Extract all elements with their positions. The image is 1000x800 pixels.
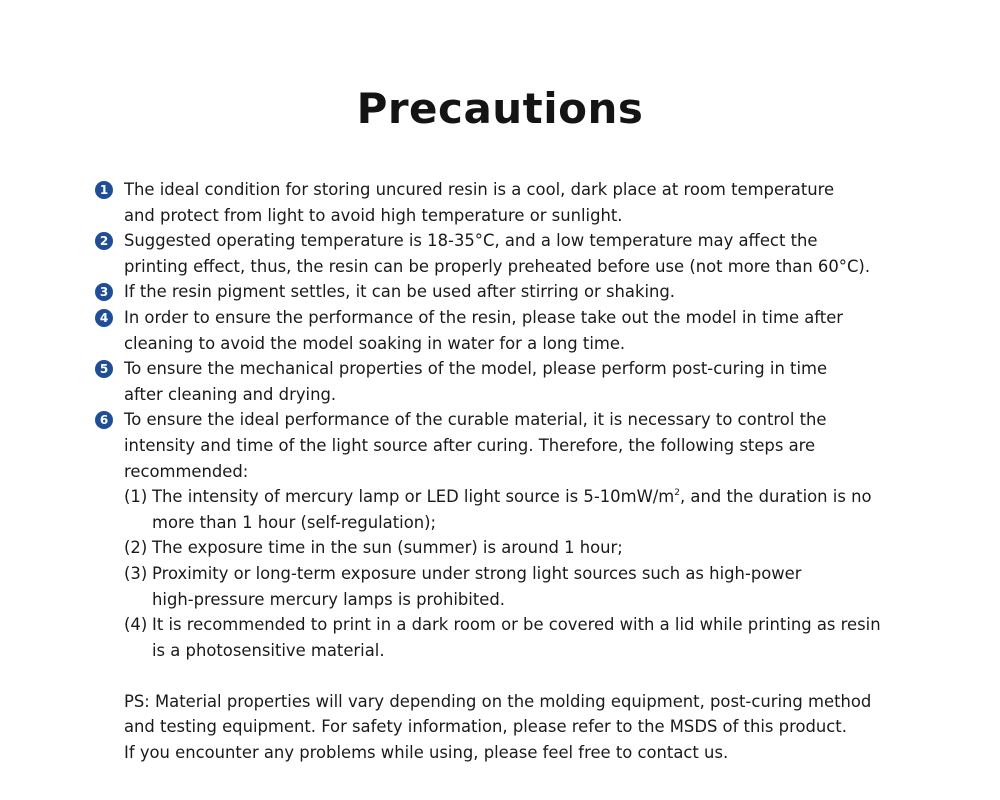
ps-text: and testing equipment. For safety information, please refer to the MSDS of this product. [124, 717, 847, 737]
superscript: 2 [674, 488, 681, 499]
step-line [124, 561, 925, 587]
number-badge-1: 1 [95, 181, 113, 199]
precaution-item-2 [95, 228, 925, 279]
precaution-text: recommended: [124, 461, 249, 481]
step-item-2 [95, 535, 925, 561]
ps-text: If you encounter any problems while using, please feel free to contact us. [124, 743, 729, 763]
precaution-text: The ideal condition for storing uncured resin is a cool, dark place at room temperature [124, 180, 835, 199]
page-title: Precautions [356, 84, 644, 133]
step-text: The exposure time in the sun (summer) is around 1 hour; [152, 538, 623, 558]
step-text: more than 1 hour (self-regulation); [152, 512, 437, 532]
precaution-text: To ensure the mechanical properties of the model, please perform post-curing in time [124, 359, 828, 379]
number-badge-5: 5 [95, 360, 113, 378]
number-badge-3: 3 [95, 283, 113, 301]
step-marker: (3) [124, 563, 148, 583]
step-line [124, 535, 925, 561]
step-text: is a photosensitive material. [152, 640, 385, 660]
step-item-4 [95, 612, 925, 663]
precautions-list [95, 177, 925, 766]
ps-note [95, 689, 925, 766]
precaution-text: If the resin pigment settles, it can be used after stirring or shaking. [124, 282, 676, 302]
precaution-text: cleaning to avoid the model soaking in water for a long time. [124, 333, 626, 353]
step-marker: (1) [124, 487, 148, 507]
precaution-item-1 [95, 177, 925, 228]
precaution-text: intensity and time of the light source after curing. Therefore, the following steps are [124, 435, 816, 455]
step-line [124, 612, 925, 638]
precaution-item-6 [95, 407, 925, 484]
step-text: The intensity of mercury lamp or LED light source is 5-10mW/m [152, 487, 675, 507]
step-item-3 [95, 561, 925, 612]
step-text: high-pressure mercury lamps is prohibited. [152, 589, 505, 609]
number-badge-4: 4 [95, 309, 113, 327]
precaution-text: and protect from light to avoid high temperature or sunlight. [124, 205, 623, 225]
number-badge-6: 6 [95, 411, 113, 429]
precaution-text: To ensure the ideal performance of the curable material, it is necessary to control the [124, 410, 827, 430]
precaution-item-3 [95, 279, 925, 305]
precaution-text: Suggested operating temperature is 18-35°C, and a low temperature may affect the [124, 231, 818, 251]
precaution-text: after cleaning and drying. [124, 384, 337, 404]
step-text: It is recommended to print in a dark room or be covered with a lid while printing as resin [152, 615, 881, 635]
step-marker: (4) [124, 615, 148, 635]
step-marker: (2) [124, 538, 148, 558]
precaution-item-4 [95, 305, 925, 356]
step-item-1 [95, 484, 925, 535]
step-text: , and the duration is no [680, 487, 872, 507]
precaution-item-5 [95, 356, 925, 407]
ps-text: PS: Material properties will vary depending on the molding equipment, post-curing method [124, 691, 872, 711]
number-badge-2: 2 [95, 232, 113, 250]
step-text: Proximity or long-term exposure under strong light sources such as high-power [152, 563, 802, 583]
step-line [124, 484, 925, 510]
precaution-text: printing effect, thus, the resin can be properly preheated before use (not more than 60°C). [124, 256, 871, 276]
precaution-text: In order to ensure the performance of the resin, please take out the model in time after [124, 307, 844, 327]
